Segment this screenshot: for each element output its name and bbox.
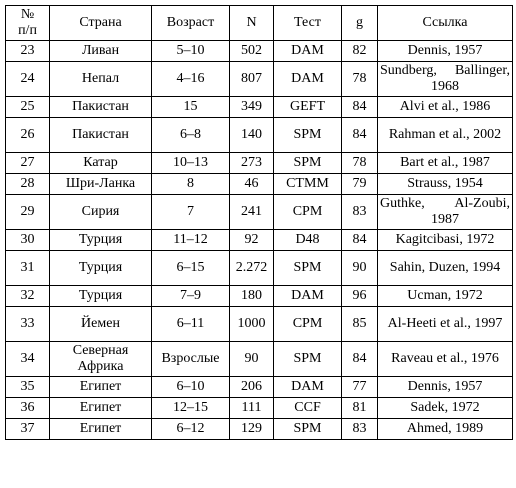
- cell-g: 78: [342, 62, 378, 97]
- cell-country: Египет: [50, 398, 152, 419]
- cell-ref: Sundberg, Ballinger, 1968: [378, 62, 513, 97]
- table-row: [6, 97, 513, 118]
- cell-age: Взрослые: [152, 342, 230, 377]
- table-row: [6, 377, 513, 398]
- cell-g: 84: [342, 230, 378, 251]
- cell-num: 23: [6, 41, 50, 62]
- cell-g: 79: [342, 174, 378, 195]
- cell-num: 25: [6, 97, 50, 118]
- table-row: [6, 230, 513, 251]
- table-header: [6, 6, 513, 41]
- cell-n: 111: [230, 398, 274, 419]
- header-num-top: №: [20, 7, 35, 22]
- header-g: g: [342, 6, 378, 41]
- header-country: Страна: [50, 6, 152, 41]
- cell-country: Непал: [50, 62, 152, 97]
- cell-g: 85: [342, 307, 378, 342]
- cell-num: 32: [6, 286, 50, 307]
- cell-ref: Guthke, Al-Zoubi, 1987: [378, 195, 513, 230]
- cell-num: 35: [6, 377, 50, 398]
- cell-ref: Sahin, Duzen, 1994: [378, 251, 513, 286]
- cell-g: 82: [342, 41, 378, 62]
- cell-num: 24: [6, 62, 50, 97]
- cell-country: Турция: [50, 286, 152, 307]
- table-row: [6, 153, 513, 174]
- cell-test: SPM: [274, 419, 342, 440]
- cell-age: 7: [152, 195, 230, 230]
- cell-country: Сирия: [50, 195, 152, 230]
- cell-g: 81: [342, 398, 378, 419]
- cell-test: SPM: [274, 118, 342, 153]
- cell-country: Египет: [50, 419, 152, 440]
- cell-age: 6–8: [152, 118, 230, 153]
- cell-country: Пакистан: [50, 118, 152, 153]
- cell-n: 140: [230, 118, 274, 153]
- cell-g: 84: [342, 342, 378, 377]
- cell-g: 78: [342, 153, 378, 174]
- cell-g: 77: [342, 377, 378, 398]
- cell-age: 10–13: [152, 153, 230, 174]
- table-row: [6, 62, 513, 97]
- table-row: [6, 195, 513, 230]
- cell-age: 12–15: [152, 398, 230, 419]
- header-row: [6, 6, 513, 41]
- header-num: [6, 6, 50, 41]
- cell-test: SPM: [274, 153, 342, 174]
- cell-country: Йемен: [50, 307, 152, 342]
- cell-ref: Al-Heeti et al., 1997: [378, 307, 513, 342]
- cell-country: Египет: [50, 377, 152, 398]
- cell-test: SPM: [274, 251, 342, 286]
- cell-ref: Dennis, 1957: [378, 377, 513, 398]
- header-num-bottom: п/п: [18, 23, 37, 38]
- cell-test: DAM: [274, 377, 342, 398]
- cell-n: 241: [230, 195, 274, 230]
- cell-age: 15: [152, 97, 230, 118]
- cell-n: 206: [230, 377, 274, 398]
- cell-country: Шри-Ланка: [50, 174, 152, 195]
- table-row: [6, 398, 513, 419]
- cell-age: 11–12: [152, 230, 230, 251]
- cell-test: GEFT: [274, 97, 342, 118]
- cell-ref: Rahman et al., 2002: [378, 118, 513, 153]
- cell-age: 5–10: [152, 41, 230, 62]
- cell-test: D48: [274, 230, 342, 251]
- header-test: Тест: [274, 6, 342, 41]
- cell-n: 273: [230, 153, 274, 174]
- cell-test: CPM: [274, 195, 342, 230]
- table-row: [6, 174, 513, 195]
- table-body: [6, 41, 513, 440]
- cell-g: 90: [342, 251, 378, 286]
- cell-test: DAM: [274, 286, 342, 307]
- cell-n: 2.272: [230, 251, 274, 286]
- cell-ref: Bart et al., 1987: [378, 153, 513, 174]
- cell-num: 34: [6, 342, 50, 377]
- cell-test: SPM: [274, 342, 342, 377]
- cell-num: 28: [6, 174, 50, 195]
- table-row: [6, 419, 513, 440]
- cell-num: 30: [6, 230, 50, 251]
- cell-g: 84: [342, 118, 378, 153]
- cell-n: 502: [230, 41, 274, 62]
- table-row: [6, 307, 513, 342]
- table-row: [6, 286, 513, 307]
- cell-num: 26: [6, 118, 50, 153]
- cell-test: CCF: [274, 398, 342, 419]
- cell-num: 37: [6, 419, 50, 440]
- cell-ref: Ucman, 1972: [378, 286, 513, 307]
- table-row: [6, 342, 513, 377]
- cell-n: 1000: [230, 307, 274, 342]
- cell-ref: Ahmed, 1989: [378, 419, 513, 440]
- cell-age: 4–16: [152, 62, 230, 97]
- cell-num: 27: [6, 153, 50, 174]
- cell-ref: Raveau et al., 1976: [378, 342, 513, 377]
- cell-test: CTMM: [274, 174, 342, 195]
- header-ref: Ссылка: [378, 6, 513, 41]
- cell-num: 31: [6, 251, 50, 286]
- cell-n: 180: [230, 286, 274, 307]
- cell-ref: Kagitcibasi, 1972: [378, 230, 513, 251]
- cell-test: DAM: [274, 62, 342, 97]
- cell-n: 90: [230, 342, 274, 377]
- cell-ref: Strauss, 1954: [378, 174, 513, 195]
- cell-test: CPM: [274, 307, 342, 342]
- cell-country: Катар: [50, 153, 152, 174]
- table-row: [6, 118, 513, 153]
- cell-age: 6–12: [152, 419, 230, 440]
- cell-g: 83: [342, 195, 378, 230]
- cell-country: Турция: [50, 230, 152, 251]
- cell-country: Ливан: [50, 41, 152, 62]
- cell-ref: Dennis, 1957: [378, 41, 513, 62]
- cell-country: Пакистан: [50, 97, 152, 118]
- cell-country: Турция: [50, 251, 152, 286]
- cell-age: 6–11: [152, 307, 230, 342]
- cell-age: 7–9: [152, 286, 230, 307]
- cell-num: 29: [6, 195, 50, 230]
- cell-num: 36: [6, 398, 50, 419]
- cell-ref: Sadek, 1972: [378, 398, 513, 419]
- cell-n: 129: [230, 419, 274, 440]
- cell-num: 33: [6, 307, 50, 342]
- header-age: Возраст: [152, 6, 230, 41]
- header-n: N: [230, 6, 274, 41]
- cell-g: 84: [342, 97, 378, 118]
- table-row: [6, 41, 513, 62]
- cell-n: 46: [230, 174, 274, 195]
- cell-n: 349: [230, 97, 274, 118]
- cell-n: 807: [230, 62, 274, 97]
- cell-n: 92: [230, 230, 274, 251]
- data-table: [5, 5, 513, 440]
- cell-country: Северная Африка: [50, 342, 152, 377]
- table-row: [6, 251, 513, 286]
- cell-test: DAM: [274, 41, 342, 62]
- cell-age: 6–15: [152, 251, 230, 286]
- cell-g: 96: [342, 286, 378, 307]
- cell-age: 8: [152, 174, 230, 195]
- cell-ref: Alvi et al., 1986: [378, 97, 513, 118]
- cell-g: 83: [342, 419, 378, 440]
- cell-age: 6–10: [152, 377, 230, 398]
